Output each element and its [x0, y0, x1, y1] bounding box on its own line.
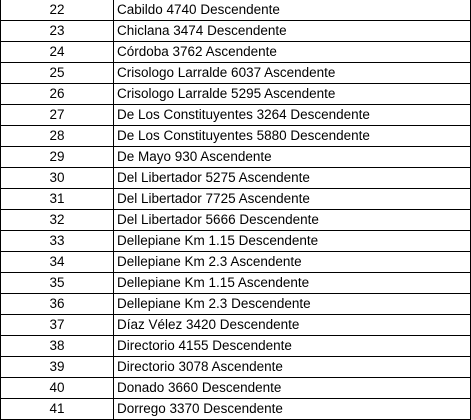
row-number-cell: 39	[1, 357, 114, 378]
table-row	[1, 210, 471, 231]
table-row	[1, 252, 471, 273]
address-cell: Directorio 4155 Descendente	[114, 336, 471, 357]
table-row	[1, 378, 471, 399]
row-number-cell: 28	[1, 126, 114, 147]
row-number-cell: 41	[1, 399, 114, 420]
address-cell: Del Libertador 5666 Descendente	[114, 210, 471, 231]
row-number-cell: 36	[1, 294, 114, 315]
address-cell: De Los Constituyentes 3264 Descendente	[114, 105, 471, 126]
address-cell: Crisologo Larralde 5295 Ascendente	[114, 84, 471, 105]
row-number-cell: 37	[1, 315, 114, 336]
row-number-cell: 31	[1, 189, 114, 210]
table-row	[1, 42, 471, 63]
row-number-cell: 23	[1, 21, 114, 42]
address-cell: De Mayo 930 Ascendente	[114, 147, 471, 168]
table-row	[1, 231, 471, 252]
table-row	[1, 105, 471, 126]
address-cell: Directorio 3078 Ascendente	[114, 357, 471, 378]
address-cell: De Los Constituyentes 5880 Descendente	[114, 126, 471, 147]
table-row	[1, 126, 471, 147]
table-row	[1, 0, 471, 21]
table-row	[1, 294, 471, 315]
table-row	[1, 189, 471, 210]
row-number-cell: 25	[1, 63, 114, 84]
row-number-cell: 38	[1, 336, 114, 357]
table-row	[1, 21, 471, 42]
table-row	[1, 273, 471, 294]
table-row	[1, 168, 471, 189]
row-number-cell: 40	[1, 378, 114, 399]
address-cell: Del Libertador 7725 Ascendente	[114, 189, 471, 210]
table-row	[1, 315, 471, 336]
address-cell: Dorrego 3370 Descendente	[114, 399, 471, 420]
address-cell: Donado 3660 Descendente	[114, 378, 471, 399]
address-table-body	[1, 0, 471, 420]
address-cell: Del Libertador 5275 Ascendente	[114, 168, 471, 189]
address-cell: Díaz Vélez 3420 Descendente	[114, 315, 471, 336]
row-number-cell: 34	[1, 252, 114, 273]
table-row	[1, 84, 471, 105]
row-number-cell: 26	[1, 84, 114, 105]
address-cell: Chiclana 3474 Descendente	[114, 21, 471, 42]
row-number-cell: 27	[1, 105, 114, 126]
row-number-cell: 29	[1, 147, 114, 168]
address-cell: Córdoba 3762 Ascendente	[114, 42, 471, 63]
table-row	[1, 399, 471, 420]
row-number-cell: 22	[1, 0, 114, 21]
row-number-cell: 32	[1, 210, 114, 231]
row-number-cell: 35	[1, 273, 114, 294]
table-row	[1, 336, 471, 357]
row-number-cell: 33	[1, 231, 114, 252]
address-cell: Dellepiane Km 1.15 Descendente	[114, 231, 471, 252]
address-cell: Dellepiane Km 2.3 Descendente	[114, 294, 471, 315]
table-row	[1, 63, 471, 84]
table-row	[1, 357, 471, 378]
address-cell: Dellepiane Km 2.3 Ascendente	[114, 252, 471, 273]
address-cell: Dellepiane Km 1.15 Ascendente	[114, 273, 471, 294]
address-cell: Cabildo 4740 Descendente	[114, 0, 471, 21]
row-number-cell: 24	[1, 42, 114, 63]
address-cell: Crisologo Larralde 6037 Ascendente	[114, 63, 471, 84]
row-number-cell: 30	[1, 168, 114, 189]
table-row	[1, 147, 471, 168]
